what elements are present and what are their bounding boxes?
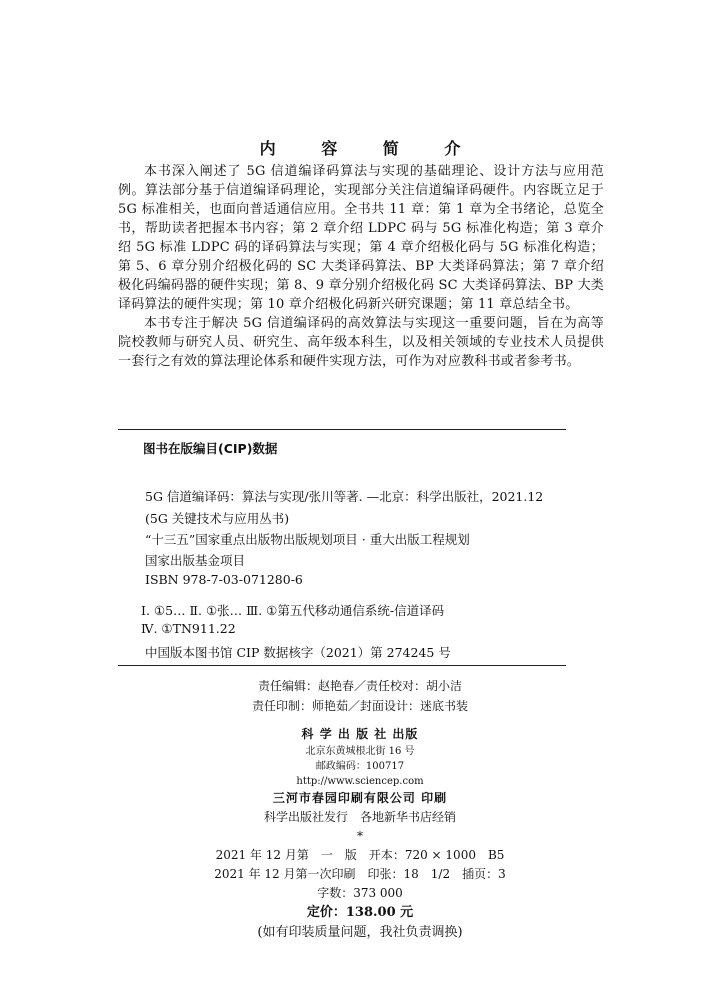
- distribution: 科学出版社发行 各地新华书店经销: [263, 810, 456, 824]
- word-count: 字数：373 000: [317, 886, 403, 900]
- summary-paragraph-2: 本书专注于解决 5G 信道编译码的高效算法与实现这一重要问题，旨在为高等院校教师与研究人员、研究生、高年级本科生，以及相关领域的专业技术人员提供一套行之有效的算法理论体系和硬件实现方法，可作为对应教科书或者参考书。: [118, 316, 604, 369]
- cip-data-block: [141, 439, 565, 660]
- divider-top: [118, 429, 566, 430]
- printer-cover-designer: 责任印制：师艳茹／封面设计：迷底书装: [251, 699, 468, 713]
- summary-text: [118, 162, 604, 371]
- publisher-name: 科 学 出 版 社 出版: [301, 727, 419, 741]
- cip-tn-line: Ⅳ. ①TN911.22: [141, 621, 236, 636]
- separator-star: *: [357, 829, 363, 843]
- cip-project-line: “十三五”国家重点出版物出版规划项目 · 重大出版工程规划: [145, 532, 470, 547]
- cip-fund-line: 国家出版基金项目: [145, 553, 246, 568]
- edition-info: 2021 年 12 月第 一 版 开本：720 × 1000 B5: [215, 848, 505, 862]
- editor-proofreader: 责任编辑：赵艳春／责任校对：胡小洁: [257, 679, 462, 693]
- staff-credits: [0, 676, 720, 716]
- divider-bottom: [118, 665, 566, 666]
- price: 定价：138.00 元: [306, 905, 414, 920]
- website: http://www.sciencep.com: [296, 776, 424, 787]
- cip-classification-line: Ⅰ. ①5… Ⅱ. ①张… Ⅲ. ①第五代移动通信系统-信道译码: [141, 603, 445, 618]
- quality-note: (如有印装质量问题，我社负责调换): [257, 925, 463, 940]
- cip-title-line: 5G 信道编译码：算法与实现/张川等著. —北京：科学出版社，2021.12: [145, 489, 544, 504]
- cip-series-line: (5G 关键技术与应用丛书): [145, 511, 290, 526]
- publisher-address: 北京东黄城根北街 16 号: [305, 746, 415, 757]
- printing-info: 2021 年 12 月第一次印刷 印张：18 1/2 插页：3: [214, 867, 506, 881]
- section-title: 内 容 简 介: [259, 139, 481, 158]
- postcode: 邮政编码：100717: [315, 761, 405, 772]
- cip-isbn-line: ISBN 978-7-03-071280-6: [145, 572, 303, 587]
- imprint-block: [0, 725, 720, 943]
- cip-heading: 图书在版编目(CIP)数据: [143, 441, 278, 456]
- cip-record-number: 中国版本图书馆 CIP 数据核字（2021）第 274245 号: [145, 645, 451, 660]
- printer-name: 三河市春园印刷有限公司 印刷: [272, 791, 448, 805]
- summary-paragraph-1: 本书深入阐述了 5G 信道编译码算法与实现的基础理论、设计方法与应用范例。算法部分基于信道编译码理论，实现部分关注信道编译码硬件。内容既立足于 5G 标准相关，也面向普适通信应用。全书共 11 章：第 1 章为全书绪论，总览全书，帮助读者把握本书内容；第 2 章介绍 LDPC 码与 5G 标准化构造；第 3 章介绍 5G 标准 LDPC 码的译码算法与实现；第 4 章介绍极化码与 5G 标准化构造；第 5、6 章分别介绍极化码的 SC 大类译码算法、BP 大类译码算法；第 7 章介绍极化码编码器的硬件实现；第 8、9 章分别介绍极化码 SC 大类译码算法、BP 大类译码算法的硬件实现；第 10 章介绍极化码新兴研究课题；第 11 章总结全书。: [118, 164, 604, 312]
